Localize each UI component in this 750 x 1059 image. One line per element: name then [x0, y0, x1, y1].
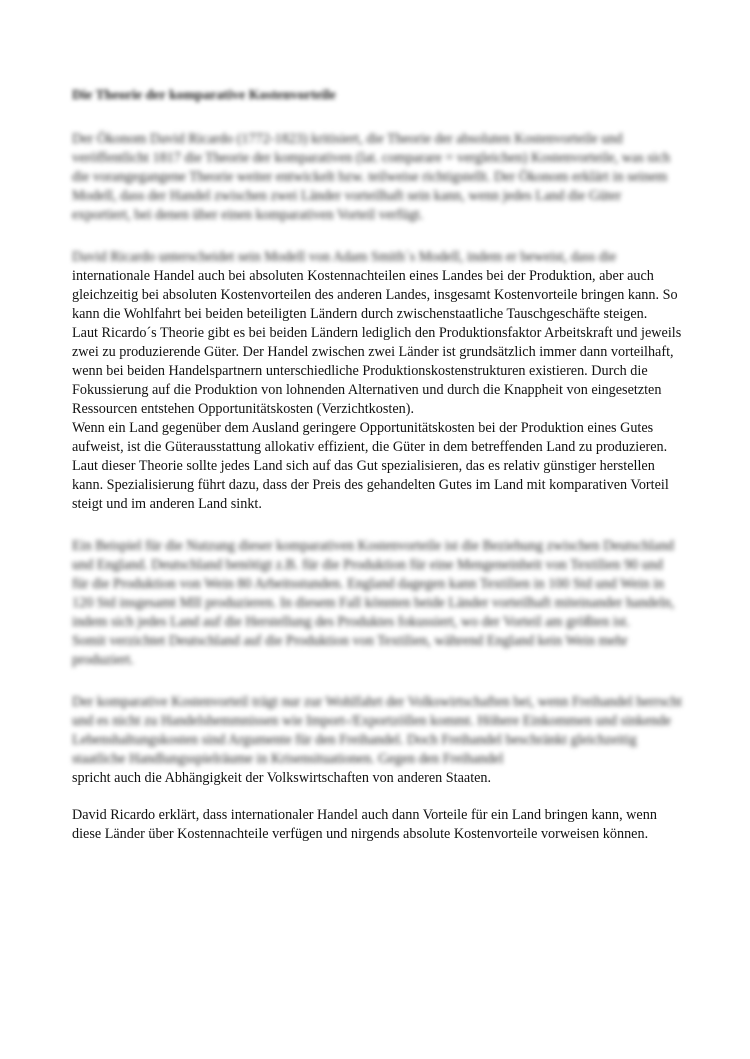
- opportunity-cost-paragraph: Wenn ein Land gegenüber dem Ausland geringere Opportunitätskosten bei der Produktion eines Gutes aufweist, ist die Güterausstattung allokativ effizient, die Güter in dem betreffenden Land zu produzieren. Laut dieser Theorie sollte jedes Land sich auf das Gut spezialisieren, das es relativ günstiger herstellen kann. Spezialisierung führt dazu, dass der Preis des gehandelten Gutes im Land mit komparativen Vorteil steigt und im anderen Land sinkt.: [72, 420, 669, 512]
- labor-factor-paragraph: Laut Ricardo´s Theorie gibt es bei beiden Ländern lediglich den Produktionsfaktor Arbeitskraft und jeweils zwei zu produzierende Güter. Der Handel zwischen zwei Länder ist grundsätzlich immer dann vorteilhaft, wenn bei beiden Handelspartnern unterschiedliche Produktionskostenstrukturen existieren. Durch die Fokussierung auf die Produktion von lohnenden Alternativen und durch die Knappheit von eingesetzten Ressourcen entstehen Opportunitätskosten (Verzichtkosten).: [72, 325, 682, 417]
- intro-paragraph: Der Ökonom David Ricardo (1772-1823) kritisiert, die Theorie der absoluten Kostenvorteile und veröffentlicht 1817 die Theorie der komparativen (lat. comparare = vergleichen) Kostenvorteile, was sich die vorangegangene Theorie weiter entwickelt bzw. teilweise richtigstellt. Der Ökonom erklärt in seinem Modell, dass der Handel zwischen zwei Länder vorteilhaft sein kann, wenn jedes Land die Güter exportiert, bei denen über einen komparativen Vorteil verfügt.: [72, 131, 671, 223]
- example-paragraph: Ein Beispiel für die Nutzung dieser komparativen Kostenvorteile ist die Beziehung zwischen Deutschland und England. Deutschland benötigt z.B. für die Produktion für eine Mengeneinheit von Textilien 90 und für die Produktion von Wein 80 Arbeitsstunden. England dagegen kann Textilien in 100 Std und Wein in 120 Std insgesamt MII produzieren. In diesem Fall könnten beide Länder vorteilhaft miteinander handeln, indem sich jedes Land auf die Herstellung des Produktes fokussiert, wo der Vorteil am größten ist.: [72, 538, 675, 630]
- document-page: [72, 86, 682, 844]
- free-trade-paragraph: Der komparative Kostenvorteil trägt nur zur Wohlfahrt der Volkswirtschaften bei, wenn Freihandel herrscht und es nicht zu Handelshemmnissen wie Import-/Exportzöllen kommt. Höhere Einkommen und sinkende Lebenshaltungskosten sind Argumente für den Freihandel. Doch Freihandel beschränkt gleichzeitig staatliche Handlungsspielräume in Krisensituationen. Gegen den Freihandel: [72, 694, 682, 767]
- spacer: [72, 514, 682, 537]
- example-conclusion: Somit verzichtet Deutschland auf die Produktion von Textilien, während England kein Wein mehr produziert.: [72, 633, 628, 668]
- spacer: [72, 225, 682, 248]
- spacer: [72, 788, 682, 806]
- ricardo-model-first-line: David Ricardo unterscheidet sein Modell von Adam Smith´s Modell, indem er beweist, dass die: [72, 249, 617, 265]
- spacer: [72, 670, 682, 693]
- conclusion-paragraph: David Ricardo erklärt, dass internationaler Handel auch dann Vorteile für ein Land bringen kann, wenn diese Länder über Kostennachteile verfügen und nirgends absolute Kostenvorteile vorweisen können.: [72, 807, 657, 842]
- free-trade-dependency-line: spricht auch die Abhängigkeit der Volkswirtschaften von anderen Staaten.: [72, 770, 492, 786]
- ricardo-model-paragraph: internationale Handel auch bei absoluten Kostennachteilen eines Landes bei der Produktion, aber auch gleichzeitig bei absoluten Kostenvorteilen des anderen Landes, insgesamt Kostenvorteile bringen kann. So kann die Wohlfahrt bei beiden beteiligten Ländern durch zwischenstaatliche Tauschgeschäfte steigen.: [72, 268, 678, 322]
- document-title: Die Theorie der komparative Kostenvorteile: [72, 88, 336, 103]
